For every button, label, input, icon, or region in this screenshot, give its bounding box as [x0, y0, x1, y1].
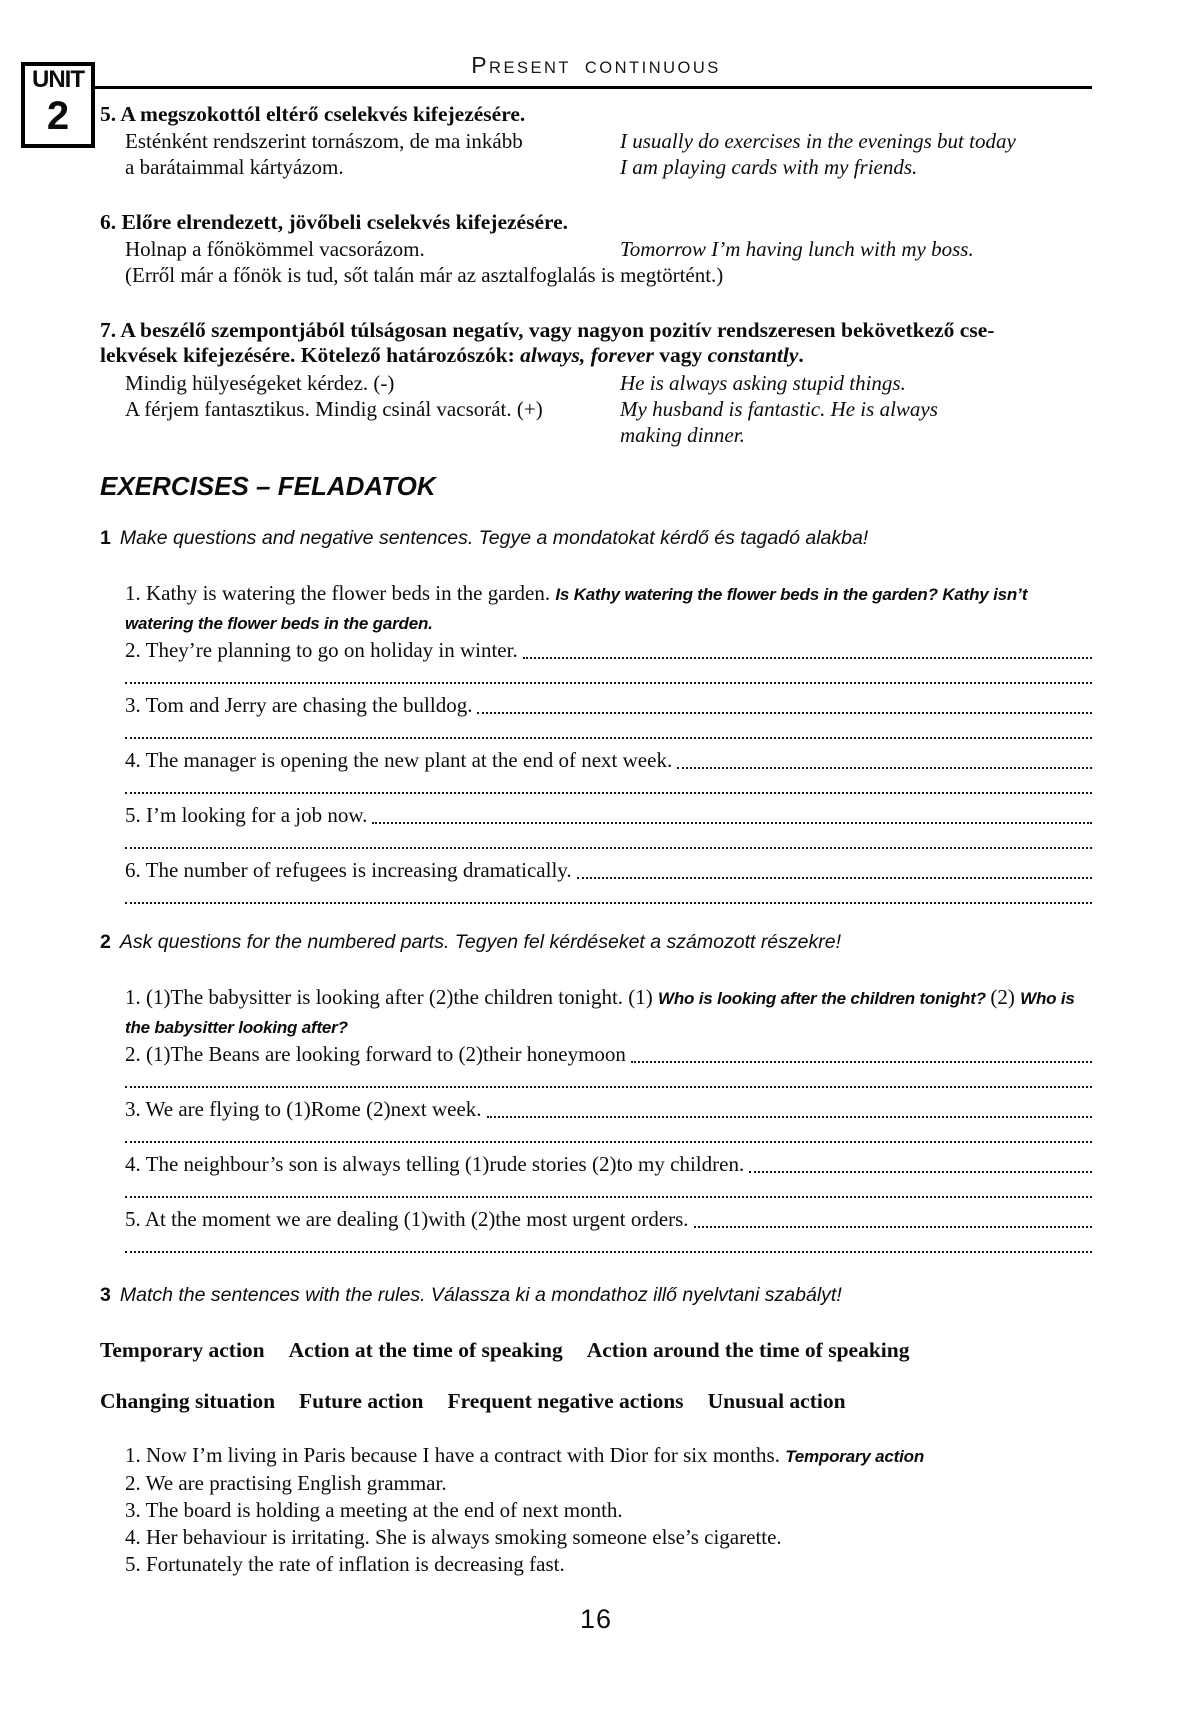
answer-line	[125, 1234, 1092, 1262]
rule-label: Action around the time of speaking	[586, 1338, 910, 1362]
page-title	[100, 52, 1092, 79]
question-text: 1. Now I’m living in Paris because I have a contract with Dior for six months.	[125, 1443, 786, 1467]
rule-label: Frequent negative actions	[447, 1389, 684, 1413]
page-title-word2: CONTINUOUS	[584, 59, 721, 77]
example-en-line: He is always asking stupid things.	[620, 371, 906, 395]
question-text: 3. Tom and Jerry are chasing the bulldog.	[125, 693, 473, 717]
answer-line	[125, 885, 1092, 913]
section-7-heading	[100, 318, 1092, 368]
section-7-heading-line2: lekvések kifejezésére. Kötelező határozószók:	[100, 343, 521, 367]
question-text: 4. The neighbour’s son is always telling (1)rude stories (2)to my children.	[125, 1152, 745, 1176]
example-hu-line: a barátaimmal kártyázom.	[125, 155, 344, 179]
exercise-1-item-1	[125, 580, 1092, 637]
example-hu-line: Holnap a főnökömmel vacsorázom.	[125, 237, 425, 261]
question-text: (2)	[990, 985, 1021, 1009]
example-en-line: My husband is fantastic. He is always	[620, 397, 938, 421]
answer-dots	[523, 657, 1092, 659]
exercise-1-item-3	[125, 692, 1092, 720]
question-text: 6. The number of refugees is increasing dramatically.	[125, 858, 572, 882]
answer-line	[125, 775, 1092, 803]
grammar-section-6	[100, 210, 1092, 288]
page-title-initial: P	[471, 52, 490, 78]
exercise-1-items	[125, 580, 1092, 912]
exercise-1-instruction	[100, 526, 1092, 550]
answer-dots	[487, 1116, 1092, 1118]
exercise-3-items	[125, 1442, 1092, 1578]
exercise-3-item-5: 5. Fortunately the rate of inflation is decreasing fast.	[125, 1552, 565, 1576]
answer-dots	[372, 822, 1092, 824]
example-en-line: I usually do exercises in the evenings but today	[620, 129, 1016, 153]
handwritten-answer: Temporary action	[785, 1447, 925, 1466]
exercise-3-number: 3	[100, 1284, 111, 1306]
section-6-hungarian	[125, 236, 595, 262]
rule-label: Action at the time of speaking	[288, 1338, 563, 1362]
example-en-line: making dinner.	[620, 423, 745, 447]
section-7-examples	[100, 370, 1092, 448]
exercise-3-instruction-text: Match the sentences with the rules. Válassza ki a mondathoz illő nyelvtani szabályt!	[119, 1284, 842, 1306]
answer-line	[125, 1124, 1092, 1152]
answer-dots	[749, 1171, 1092, 1173]
answer-line	[125, 830, 1092, 858]
exercise-1-item-5	[125, 802, 1092, 830]
unit-number: 2	[46, 94, 70, 138]
exercise-2-item-2	[125, 1041, 1092, 1069]
exercise-2-item-3	[125, 1096, 1092, 1124]
section-6-english	[620, 236, 1092, 262]
answer-dots	[677, 767, 1092, 769]
exercise-1-instruction-text: Make questions and negative sentences. Tegye a mondatokat kérdő és tagadó alakba!	[119, 527, 869, 549]
question-text: 4. The manager is opening the new plant at the end of next week.	[125, 748, 673, 772]
example-hu-line: Esténként rendszerint tornászom, de ma inkább	[125, 129, 523, 153]
exercise-2-item-4	[125, 1151, 1092, 1179]
answer-dots	[694, 1226, 1092, 1228]
example-hu-line: A férjem fantasztikus. Mindig csinál vacsorát. (+)	[125, 397, 543, 421]
rule-label: Unusual action	[707, 1389, 846, 1413]
section-7-english	[620, 370, 1092, 448]
section-7-heading-mid: vagy	[653, 343, 708, 367]
exercise-1-number: 1	[100, 527, 111, 549]
adverb-italic: constantly	[707, 343, 799, 367]
page-number: 16	[579, 1604, 613, 1634]
exercise-3-item-3: 3. The board is holding a meeting at the end of next month.	[125, 1498, 623, 1522]
adverb-list-italic: always, forever	[520, 343, 654, 367]
answer-dots	[477, 712, 1092, 714]
example-hu-line: Mindig hülyeségeket kérdez. (-)	[125, 371, 395, 395]
exercise-2-item-5	[125, 1206, 1092, 1234]
unit-label: UNIT	[32, 66, 84, 93]
grammar-section-7	[100, 318, 1092, 448]
rule-labels-row-2	[100, 1388, 1092, 1414]
rule-label: Changing situation	[100, 1389, 276, 1413]
exercise-3-item-4: 4. Her behaviour is irritating. She is always smoking someone else’s cigarette.	[125, 1525, 782, 1549]
question-text: 2. They’re planning to go on holiday in winter.	[125, 638, 518, 662]
handwritten-answer: Is Kathy watering the flower beds in the garden? Kathy isn’t watering the flower beds in the garden.	[125, 585, 1028, 633]
rule-label: Temporary action	[100, 1338, 265, 1362]
example-en-line: Tomorrow I’m having lunch with my boss.	[620, 237, 974, 261]
handwritten-answer: Who is the babysitter looking after?	[125, 989, 1075, 1037]
exercise-1-item-6	[125, 857, 1092, 885]
answer-line	[125, 665, 1092, 693]
answer-line	[125, 720, 1092, 748]
page-content	[100, 0, 1092, 1634]
exercise-3-item-1	[125, 1442, 1092, 1470]
exercises-heading: EXERCISES – FELADATOK	[100, 471, 436, 501]
rule-labels-row-1	[100, 1337, 1092, 1363]
unit-box	[21, 62, 95, 148]
section-5-heading: 5. A megszokottól eltérő cselekvés kifejezésére.	[100, 102, 526, 126]
exercise-2-items	[125, 984, 1092, 1261]
section-5-english	[620, 128, 1092, 180]
example-en-line: I am playing cards with my friends.	[620, 155, 918, 179]
section-7-heading-end: .	[798, 343, 804, 367]
page-title-word1: RESENT	[489, 59, 571, 77]
exercise-3-item-2: 2. We are practising English grammar.	[125, 1471, 447, 1495]
section-6-heading: 6. Előre elrendezett, jövőbeli cselekvés kifejezésére.	[100, 210, 569, 234]
exercise-1-item-2	[125, 637, 1092, 665]
question-text: 1. (1)The babysitter is looking after (2)the children tonight. (1)	[125, 985, 659, 1009]
answer-dots	[631, 1061, 1092, 1063]
answer-line	[125, 1069, 1092, 1097]
exercise-2-instruction-text: Ask questions for the numbered parts. Tegyen fel kérdéseket a számozott részekre!	[119, 931, 842, 953]
rule-label: Future action	[299, 1389, 424, 1413]
section-6-note: (Erről már a főnök is tud, sőt talán már az asztalfoglalás is megtörtént.)	[125, 263, 724, 287]
question-text: 3. We are flying to (1)Rome (2)next week.	[125, 1097, 482, 1121]
exercise-1-item-4	[125, 747, 1092, 775]
exercise-2-number: 2	[100, 931, 111, 953]
exercise-3-instruction	[100, 1283, 1092, 1307]
question-text: 5. I’m looking for a job now.	[125, 803, 368, 827]
header-rule	[95, 86, 1092, 89]
question-text: 2. (1)The Beans are looking forward to (2)their honeymoon	[125, 1042, 626, 1066]
grammar-section-5	[100, 102, 1092, 180]
section-7-hungarian	[125, 370, 595, 448]
question-text: 1. Kathy is watering the flower beds in the garden.	[125, 581, 556, 605]
section-7-heading-line1: 7. A beszélő szempontjából túlságosan negatív, vagy nagyon pozitív rendszeresen bekövetkező cse-	[100, 318, 995, 342]
section-5-examples	[100, 128, 1092, 180]
answer-dots	[577, 877, 1092, 879]
section-6-examples	[100, 236, 1092, 262]
question-text: 5. At the moment we are dealing (1)with (2)the most urgent orders.	[125, 1207, 689, 1231]
section-5-hungarian	[125, 128, 595, 180]
handwritten-answer: Who is looking after the children tonight?	[658, 989, 991, 1008]
answer-line	[125, 1179, 1092, 1207]
exercise-2-item-1	[125, 984, 1092, 1041]
exercise-2-instruction	[100, 930, 1092, 954]
